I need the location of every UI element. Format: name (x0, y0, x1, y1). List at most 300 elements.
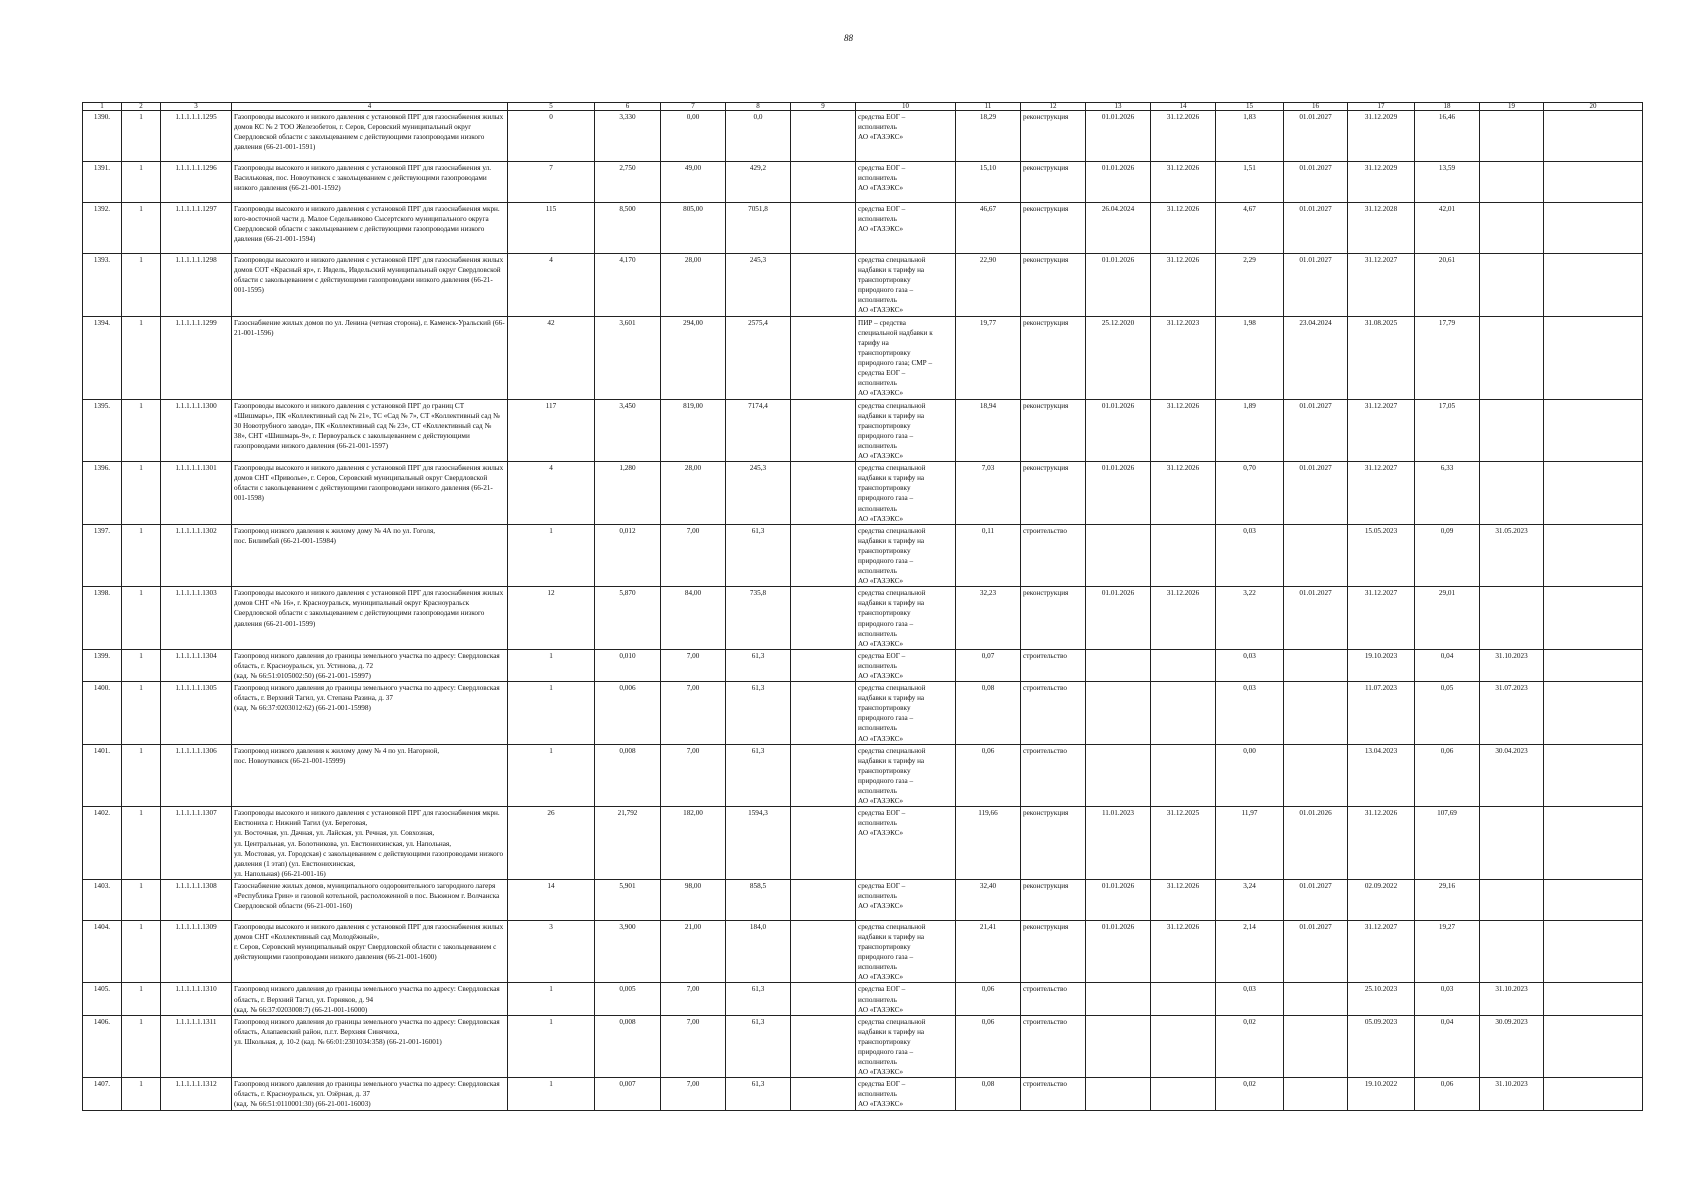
cell-c14: 31.12.2023 (1151, 316, 1216, 399)
cell-c16: 23.04.2024 (1284, 316, 1348, 399)
cell-name: Газопровод низкого давления к жилому дому № 4 по ул. Нагорной, пос. Новоуткинск (66-21-001-15999) (232, 744, 508, 807)
page-number: 88 (844, 33, 853, 43)
cell-c12: реконструкция (1021, 879, 1086, 920)
cell-c7: 21,00 (661, 920, 726, 983)
cell-c15: 0,00 (1216, 744, 1284, 807)
cell-c18: 29,01 (1415, 587, 1480, 650)
table-row (83, 111, 1643, 162)
cell-c6: 0,005 (595, 983, 661, 1015)
cell-src: средства ЕОГ – исполнитель АО «ГАЗЭКС» (856, 807, 956, 880)
cell-c9 (791, 1078, 856, 1110)
cell-c17: 19.10.2023 (1348, 649, 1415, 681)
cell-c16: 01.01.2027 (1284, 162, 1348, 203)
table-row (83, 162, 1643, 203)
cell-c20 (1544, 807, 1643, 880)
cell-src: средства специальной надбавки к тарифу на транспортировку природного газа – исполнитель АО «ГАЗЭКС» (856, 1015, 956, 1078)
cell-c17: 31.12.2027 (1348, 920, 1415, 983)
cell-c13: 01.01.2026 (1086, 254, 1151, 317)
column-number-row (83, 103, 1643, 111)
cell-c8: 61,3 (726, 1078, 791, 1110)
column-header: 20 (1544, 103, 1643, 111)
column-header: 17 (1348, 103, 1415, 111)
cell-code: 1.1.1.1.1.1296 (161, 162, 232, 203)
cell-c11: 0,07 (956, 649, 1021, 681)
cell-c14: 31.12.2026 (1151, 203, 1216, 254)
cell-code: 1.1.1.1.1.1300 (161, 399, 232, 462)
cell-name: Газопровод низкого давления до границы земельного участка по адресу: Свердловская область, г. Красноуральск, ул. Устинова, д. 72 (кад. № 66:51:0105002:50) (66-21-001-15997) (232, 649, 508, 681)
cell-c7: 7,00 (661, 524, 726, 587)
cell-c16: 01.01.2027 (1284, 399, 1348, 462)
cell-c6: 0,012 (595, 524, 661, 587)
cell-c12: реконструкция (1021, 316, 1086, 399)
cell-c11: 32,40 (956, 879, 1021, 920)
cell-c2: 1 (122, 744, 161, 807)
cell-c17: 02.09.2022 (1348, 879, 1415, 920)
cell-c2: 1 (122, 920, 161, 983)
cell-c20 (1544, 111, 1643, 162)
cell-code: 1.1.1.1.1.1297 (161, 203, 232, 254)
cell-code: 1.1.1.1.1.1311 (161, 1015, 232, 1078)
cell-c16 (1284, 649, 1348, 681)
cell-src: средства специальной надбавки к тарифу на транспортировку природного газа – исполнитель АО «ГАЗЭКС» (856, 254, 956, 317)
cell-c9 (791, 162, 856, 203)
cell-c6: 3,900 (595, 920, 661, 983)
cell-c7: 7,00 (661, 744, 726, 807)
cell-c14: 31.12.2026 (1151, 879, 1216, 920)
cell-c11: 21,41 (956, 920, 1021, 983)
cell-name: Газопроводы высокого и низкого давления с установкой ПРГ для газоснабжения мкрн. юго-восточной части д. Малое Седельниково Сысертского муниципального округа Свердловской области с закольцеванием с действующими газопроводами низкого давления (66-21-001-1594) (232, 203, 508, 254)
cell-c5: 4 (508, 254, 595, 317)
cell-c20 (1544, 649, 1643, 681)
cell-c8: 61,3 (726, 682, 791, 745)
cell-no: 1399. (83, 649, 122, 681)
cell-c15: 0,02 (1216, 1015, 1284, 1078)
cell-c5: 1 (508, 1015, 595, 1078)
cell-c13 (1086, 744, 1151, 807)
column-header: 7 (661, 103, 726, 111)
cell-c17: 05.09.2023 (1348, 1015, 1415, 1078)
table-row (83, 879, 1643, 920)
cell-c2: 1 (122, 162, 161, 203)
cell-c9 (791, 920, 856, 983)
table-row (83, 399, 1643, 462)
table-row (83, 587, 1643, 650)
cell-c19 (1480, 807, 1544, 880)
cell-c12: строительство (1021, 524, 1086, 587)
cell-c8: 7051,8 (726, 203, 791, 254)
cell-c15: 3,24 (1216, 879, 1284, 920)
cell-c6: 0,007 (595, 1078, 661, 1110)
cell-c15: 4,67 (1216, 203, 1284, 254)
column-header: 18 (1415, 103, 1480, 111)
cell-c16 (1284, 1015, 1348, 1078)
cell-src: средства специальной надбавки к тарифу на транспортировку природного газа – исполнитель АО «ГАЗЭКС» (856, 587, 956, 650)
cell-name: Газопровод низкого давления до границы земельного участка по адресу: Свердловская область, г. Верхний Тагил, ул. Горняков, д. 94 (кад. № 66:37:0203008:7) (66-21-001-16000) (232, 983, 508, 1015)
cell-c6: 0,006 (595, 682, 661, 745)
cell-name: Газопровод низкого давления до границы земельного участка по адресу: Свердловская область, Алапаевский район, п.г.т. Верхняя Синячиха, ул. Школьная, д. 10-2 (кад. № 66:01:2301034:358) (66-21-001-16001) (232, 1015, 508, 1078)
cell-c2: 1 (122, 399, 161, 462)
cell-c13 (1086, 1078, 1151, 1110)
cell-c19 (1480, 203, 1544, 254)
cell-c9 (791, 983, 856, 1015)
cell-c9 (791, 462, 856, 525)
cell-c7: 294,00 (661, 316, 726, 399)
cell-src: средства ЕОГ – исполнитель АО «ГАЗЭКС» (856, 162, 956, 203)
cell-no: 1394. (83, 316, 122, 399)
cell-no: 1392. (83, 203, 122, 254)
cell-c18: 0,04 (1415, 1015, 1480, 1078)
cell-c2: 1 (122, 587, 161, 650)
cell-c2: 1 (122, 316, 161, 399)
cell-c6: 0,010 (595, 649, 661, 681)
cell-c16 (1284, 983, 1348, 1015)
cell-src: средства ЕОГ – исполнитель АО «ГАЗЭКС» (856, 879, 956, 920)
cell-no: 1391. (83, 162, 122, 203)
cell-no: 1404. (83, 920, 122, 983)
cell-c13: 01.01.2026 (1086, 587, 1151, 650)
cell-c2: 1 (122, 1078, 161, 1110)
cell-c2: 1 (122, 1015, 161, 1078)
cell-code: 1.1.1.1.1.1299 (161, 316, 232, 399)
cell-c13: 11.01.2023 (1086, 807, 1151, 880)
table-row (83, 462, 1643, 525)
cell-name: Газопроводы высокого и низкого давления с установкой ПРГ для газоснабжения жилых домов СНТ «Приволье», г. Серов, Серовский муниципальный округ Свердловской области с закольцеванием с действующими газопроводами низкого давления (66-21-001-1598) (232, 462, 508, 525)
cell-code: 1.1.1.1.1.1306 (161, 744, 232, 807)
cell-c20 (1544, 162, 1643, 203)
cell-c13: 01.01.2026 (1086, 879, 1151, 920)
cell-c2: 1 (122, 807, 161, 880)
cell-c15: 2,29 (1216, 254, 1284, 317)
cell-c11: 18,94 (956, 399, 1021, 462)
cell-c7: 7,00 (661, 1078, 726, 1110)
cell-src: средства специальной надбавки к тарифу на транспортировку природного газа – исполнитель АО «ГАЗЭКС» (856, 524, 956, 587)
cell-c8: 61,3 (726, 1015, 791, 1078)
table-body (83, 103, 1643, 1111)
cell-c14: 31.12.2026 (1151, 254, 1216, 317)
cell-c18: 0,06 (1415, 1078, 1480, 1110)
cell-c14: 31.12.2026 (1151, 111, 1216, 162)
cell-src: средства специальной надбавки к тарифу на транспортировку природного газа – исполнитель АО «ГАЗЭКС» (856, 399, 956, 462)
cell-c14 (1151, 1078, 1216, 1110)
column-header: 12 (1021, 103, 1086, 111)
table-row (83, 1015, 1643, 1078)
cell-c5: 1 (508, 1078, 595, 1110)
column-header: 16 (1284, 103, 1348, 111)
cell-c12: реконструкция (1021, 203, 1086, 254)
cell-c7: 84,00 (661, 587, 726, 650)
cell-c18: 107,69 (1415, 807, 1480, 880)
cell-code: 1.1.1.1.1.1295 (161, 111, 232, 162)
cell-c20 (1544, 524, 1643, 587)
table-row (83, 807, 1643, 880)
cell-c11: 0,06 (956, 983, 1021, 1015)
cell-c17: 15.05.2023 (1348, 524, 1415, 587)
column-header: 11 (956, 103, 1021, 111)
cell-src: средства ЕОГ – исполнитель АО «ГАЗЭКС» (856, 1078, 956, 1110)
cell-c2: 1 (122, 462, 161, 525)
cell-c13: 25.12.2020 (1086, 316, 1151, 399)
cell-c5: 1 (508, 744, 595, 807)
cell-code: 1.1.1.1.1.1307 (161, 807, 232, 880)
cell-c5: 7 (508, 162, 595, 203)
cell-c16: 01.01.2026 (1284, 807, 1348, 880)
cell-c16: 01.01.2027 (1284, 920, 1348, 983)
column-header: 3 (161, 103, 232, 111)
cell-c13 (1086, 524, 1151, 587)
cell-code: 1.1.1.1.1.1305 (161, 682, 232, 745)
cell-c9 (791, 587, 856, 650)
cell-c15: 1,98 (1216, 316, 1284, 399)
cell-c6: 5,901 (595, 879, 661, 920)
cell-c5: 0 (508, 111, 595, 162)
cell-src: средства специальной надбавки к тарифу на транспортировку природного газа – исполнитель АО «ГАЗЭКС» (856, 682, 956, 745)
cell-c11: 0,11 (956, 524, 1021, 587)
cell-src: ПИР – средства специальной надбавки к тарифу на транспортировку природного газа; СМР – средства ЕОГ – исполнитель АО «ГАЗЭКС» (856, 316, 956, 399)
cell-c8: 245,3 (726, 462, 791, 525)
cell-c16: 01.01.2027 (1284, 254, 1348, 317)
cell-c6: 8,500 (595, 203, 661, 254)
cell-c7: 182,00 (661, 807, 726, 880)
cell-code: 1.1.1.1.1.1308 (161, 879, 232, 920)
cell-c12: реконструкция (1021, 111, 1086, 162)
cell-c17: 31.08.2025 (1348, 316, 1415, 399)
cell-no: 1396. (83, 462, 122, 525)
cell-c18: 0,04 (1415, 649, 1480, 681)
cell-c11: 0,08 (956, 682, 1021, 745)
cell-c11: 7,03 (956, 462, 1021, 525)
cell-c7: 98,00 (661, 879, 726, 920)
cell-c9 (791, 316, 856, 399)
cell-c11: 0,06 (956, 1015, 1021, 1078)
table-row (83, 744, 1643, 807)
cell-no: 1390. (83, 111, 122, 162)
cell-c14: 31.12.2025 (1151, 807, 1216, 880)
cell-c16 (1284, 744, 1348, 807)
cell-c2: 1 (122, 983, 161, 1015)
cell-c18: 17,05 (1415, 399, 1480, 462)
cell-c2: 1 (122, 254, 161, 317)
cell-c15: 1,51 (1216, 162, 1284, 203)
column-header: 8 (726, 103, 791, 111)
cell-name: Газопроводы высокого и низкого давления с установкой ПРГ для газоснабжения жилых домов СНТ «Коллективный сад Молодёжный», г. Серов, Серовский муниципальный округ Свердловской области с закольцеванием с действующими газопроводами низкого давления (66-21-001-1600) (232, 920, 508, 983)
cell-c17: 31.12.2026 (1348, 807, 1415, 880)
cell-c8: 61,3 (726, 524, 791, 587)
cell-c20 (1544, 254, 1643, 317)
investment-program-table (82, 102, 1643, 1111)
cell-c9 (791, 807, 856, 880)
table-row (83, 316, 1643, 399)
table-row (83, 254, 1643, 317)
cell-name: Газопровод низкого давления к жилому дому № 4А по ул. Гоголя, пос. Билимбай (66-21-001-15984) (232, 524, 508, 587)
cell-c18: 13,59 (1415, 162, 1480, 203)
cell-c11: 22,90 (956, 254, 1021, 317)
cell-c12: строительство (1021, 1078, 1086, 1110)
cell-code: 1.1.1.1.1.1309 (161, 920, 232, 983)
cell-c12: реконструкция (1021, 162, 1086, 203)
cell-c9 (791, 524, 856, 587)
cell-c8: 2575,4 (726, 316, 791, 399)
cell-c20 (1544, 462, 1643, 525)
table-row (83, 682, 1643, 745)
cell-c12: строительство (1021, 983, 1086, 1015)
column-header: 4 (232, 103, 508, 111)
cell-code: 1.1.1.1.1.1303 (161, 587, 232, 650)
cell-c18: 0,09 (1415, 524, 1480, 587)
cell-c19 (1480, 111, 1544, 162)
cell-code: 1.1.1.1.1.1302 (161, 524, 232, 587)
cell-c19: 31.07.2023 (1480, 682, 1544, 745)
cell-c15: 2,14 (1216, 920, 1284, 983)
cell-c12: реконструкция (1021, 254, 1086, 317)
cell-c19 (1480, 254, 1544, 317)
cell-c13 (1086, 649, 1151, 681)
cell-c11: 18,29 (956, 111, 1021, 162)
cell-c13 (1086, 983, 1151, 1015)
cell-c11: 46,67 (956, 203, 1021, 254)
cell-c11: 19,77 (956, 316, 1021, 399)
cell-c15: 0,03 (1216, 649, 1284, 681)
column-header: 5 (508, 103, 595, 111)
cell-name: Газоснабжение жилых домов по ул. Ленина (четная сторона), г. Каменск-Уральский (66-21-001-1596) (232, 316, 508, 399)
column-header: 10 (856, 103, 956, 111)
cell-c5: 14 (508, 879, 595, 920)
column-header: 9 (791, 103, 856, 111)
cell-c5: 117 (508, 399, 595, 462)
column-header: 6 (595, 103, 661, 111)
column-header: 14 (1151, 103, 1216, 111)
cell-c9 (791, 254, 856, 317)
cell-c8: 61,3 (726, 983, 791, 1015)
cell-c19: 31.10.2023 (1480, 1078, 1544, 1110)
cell-c14: 31.12.2026 (1151, 462, 1216, 525)
cell-c7: 7,00 (661, 1015, 726, 1078)
cell-c15: 0,02 (1216, 1078, 1284, 1110)
cell-c19 (1480, 587, 1544, 650)
column-header: 15 (1216, 103, 1284, 111)
cell-c12: реконструкция (1021, 807, 1086, 880)
cell-c17: 31.12.2027 (1348, 587, 1415, 650)
cell-c16 (1284, 682, 1348, 745)
cell-c7: 28,00 (661, 462, 726, 525)
cell-c5: 1 (508, 983, 595, 1015)
cell-code: 1.1.1.1.1.1298 (161, 254, 232, 317)
cell-c13: 01.01.2026 (1086, 111, 1151, 162)
cell-src: средства ЕОГ – исполнитель АО «ГАЗЭКС» (856, 983, 956, 1015)
cell-c19 (1480, 162, 1544, 203)
cell-c20 (1544, 587, 1643, 650)
cell-c12: строительство (1021, 649, 1086, 681)
cell-c8: 184,0 (726, 920, 791, 983)
cell-c13 (1086, 1015, 1151, 1078)
cell-c15: 1,83 (1216, 111, 1284, 162)
cell-c18: 19,27 (1415, 920, 1480, 983)
cell-c8: 735,8 (726, 587, 791, 650)
cell-c14: 31.12.2026 (1151, 162, 1216, 203)
cell-c19 (1480, 462, 1544, 525)
cell-c20 (1544, 399, 1643, 462)
cell-no: 1395. (83, 399, 122, 462)
cell-c12: строительство (1021, 682, 1086, 745)
column-header: 13 (1086, 103, 1151, 111)
cell-src: средства ЕОГ – исполнитель АО «ГАЗЭКС» (856, 203, 956, 254)
cell-name: Газопроводы высокого и низкого давления с установкой ПРГ до границ СТ «Шишмарь», ПК «Коллективный сад № 21», ТС «Сад № 7», СТ «Коллективный сад № 30 Новотрубного завода», ПК «Коллективный сад № 23», СТ «Коллективный сад № 38», СНТ «Шишмарь-9», г. Первоуральск с закольцеванием с действующими газопроводами низкого давления (66-21-001-1597) (232, 399, 508, 462)
cell-no: 1406. (83, 1015, 122, 1078)
cell-c19: 31.05.2023 (1480, 524, 1544, 587)
cell-c18: 0,05 (1415, 682, 1480, 745)
cell-c19: 31.10.2023 (1480, 983, 1544, 1015)
cell-c8: 245,3 (726, 254, 791, 317)
cell-c17: 31.12.2028 (1348, 203, 1415, 254)
cell-c20 (1544, 1078, 1643, 1110)
cell-c6: 1,280 (595, 462, 661, 525)
cell-c5: 12 (508, 587, 595, 650)
cell-c20 (1544, 316, 1643, 399)
cell-c16: 01.01.2027 (1284, 203, 1348, 254)
cell-name: Газопровод низкого давления до границы земельного участка по адресу: Свердловская область, г. Красноуральск, ул. Озёрная, д. 37 (кад. № 66:51:0110001:30) (66-21-001-16003) (232, 1078, 508, 1110)
cell-c11: 0,06 (956, 744, 1021, 807)
cell-c9 (791, 1015, 856, 1078)
cell-c19: 30.04.2023 (1480, 744, 1544, 807)
cell-c18: 29,16 (1415, 879, 1480, 920)
cell-code: 1.1.1.1.1.1304 (161, 649, 232, 681)
cell-src: средства специальной надбавки к тарифу на транспортировку природного газа – исполнитель АО «ГАЗЭКС» (856, 920, 956, 983)
cell-c13: 01.01.2026 (1086, 920, 1151, 983)
cell-c6: 3,601 (595, 316, 661, 399)
cell-c13 (1086, 682, 1151, 745)
cell-c18: 0,06 (1415, 744, 1480, 807)
cell-c15: 0,03 (1216, 983, 1284, 1015)
cell-c19: 30.09.2023 (1480, 1015, 1544, 1078)
cell-name: Газопровод низкого давления до границы земельного участка по адресу: Свердловская область, г. Верхний Тагил, ул. Степана Разина, д. 37 (кад. № 66:37:0203012:62) (66-21-001-15998) (232, 682, 508, 745)
cell-c17: 25.10.2023 (1348, 983, 1415, 1015)
cell-c17: 31.12.2029 (1348, 162, 1415, 203)
cell-c16: 01.01.2027 (1284, 462, 1348, 525)
cell-c14: 31.12.2026 (1151, 920, 1216, 983)
cell-c16 (1284, 1078, 1348, 1110)
cell-c14 (1151, 1015, 1216, 1078)
cell-c6: 3,330 (595, 111, 661, 162)
cell-name: Газопроводы высокого и низкого давления с установкой ПРГ для газоснабжения ул. Васильковая, пос. Новоуткинск с закольцеванием с действующими газопроводами низкого давления (66-21-001-1592) (232, 162, 508, 203)
cell-c6: 21,792 (595, 807, 661, 880)
cell-c12: строительство (1021, 1015, 1086, 1078)
cell-c12: реконструкция (1021, 587, 1086, 650)
cell-c2: 1 (122, 879, 161, 920)
cell-src: средства специальной надбавки к тарифу на транспортировку природного газа – исполнитель АО «ГАЗЭКС» (856, 462, 956, 525)
cell-c19 (1480, 920, 1544, 983)
cell-c15: 1,89 (1216, 399, 1284, 462)
cell-no: 1398. (83, 587, 122, 650)
cell-c16: 01.01.2027 (1284, 111, 1348, 162)
cell-c7: 805,00 (661, 203, 726, 254)
cell-c18: 17,79 (1415, 316, 1480, 399)
cell-c7: 7,00 (661, 682, 726, 745)
column-header: 2 (122, 103, 161, 111)
cell-c5: 42 (508, 316, 595, 399)
cell-c8: 61,3 (726, 649, 791, 681)
cell-c2: 1 (122, 682, 161, 745)
cell-c18: 0,03 (1415, 983, 1480, 1015)
cell-c16: 01.01.2027 (1284, 879, 1348, 920)
column-header: 1 (83, 103, 122, 111)
cell-c7: 7,00 (661, 983, 726, 1015)
cell-name: Газопроводы высокого и низкого давления с установкой ПРГ для газоснабжения жилых домов КС № 2 ТОО Железобетон, г. Серов, Серовский муниципальный округ Свердловской области с закольцеванием с действующими газопроводами низкого давления (66-21-001-1591) (232, 111, 508, 162)
cell-c8: 0,0 (726, 111, 791, 162)
table-row (83, 920, 1643, 983)
table-row (83, 1078, 1643, 1110)
cell-c11: 119,66 (956, 807, 1021, 880)
cell-c14: 31.12.2026 (1151, 587, 1216, 650)
cell-c17: 31.12.2027 (1348, 254, 1415, 317)
